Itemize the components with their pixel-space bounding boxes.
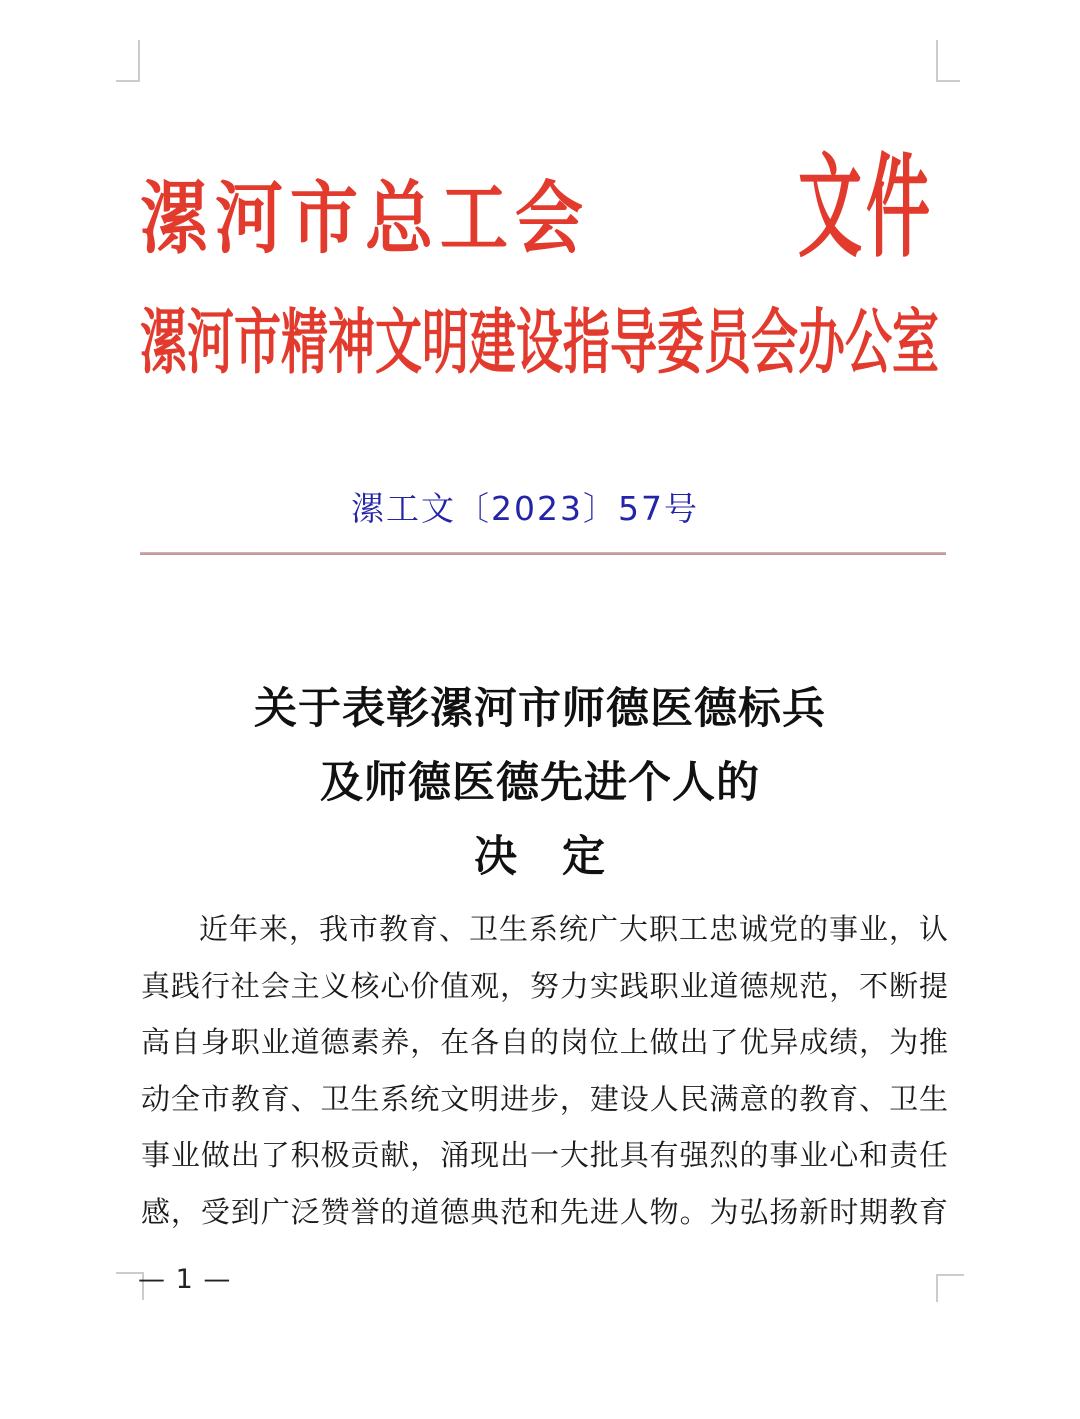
letterhead-org-name: 漯河市总工会 xyxy=(140,174,591,265)
body-line: 事业做出了积极贡献，涌现出一大批具有强烈的事业心和责任 xyxy=(141,1138,948,1172)
document-title-line-3: 决 定 xyxy=(474,832,606,882)
document-title-line-2: 及师德医德先进个人的 xyxy=(320,758,760,808)
crop-mark-top-right-icon xyxy=(936,40,960,82)
document-number: 漯工文〔2023〕57号 xyxy=(351,489,699,528)
letterhead-doc-type-label: 文件 xyxy=(798,144,934,274)
body-line: 近年来，我市教育、卫生系统广大职工忠诚党的事业，认 xyxy=(199,912,948,946)
letterhead-issuing-office: 漯河市精神文明建设指导委员会办公室 xyxy=(140,302,939,385)
body-paragraph xyxy=(141,901,948,1240)
crop-mark-top-left-icon xyxy=(116,40,140,82)
body-line: 真践行社会主义核心价值观，努力实践职业道德规范，不断提 xyxy=(141,968,948,1003)
body-line: 高自身职业道德素养，在各自的岗位上做出了优异成绩，为推 xyxy=(141,1025,948,1059)
red-divider-line xyxy=(140,552,946,555)
body-line: 感，受到广泛赞誉的道德典范和先进人物。为弘扬新时期教育 xyxy=(141,1194,948,1229)
document-title xyxy=(0,672,1080,894)
body-line: 动全市教育、卫生系统文明进步，建设人民满意的教育、卫生 xyxy=(141,1081,948,1116)
crop-mark-bottom-right-icon xyxy=(936,1274,964,1302)
page-number-footer: — 1 — xyxy=(138,1264,232,1295)
document-title-line-1: 关于表彰漯河市师德医德标兵 xyxy=(254,684,826,734)
